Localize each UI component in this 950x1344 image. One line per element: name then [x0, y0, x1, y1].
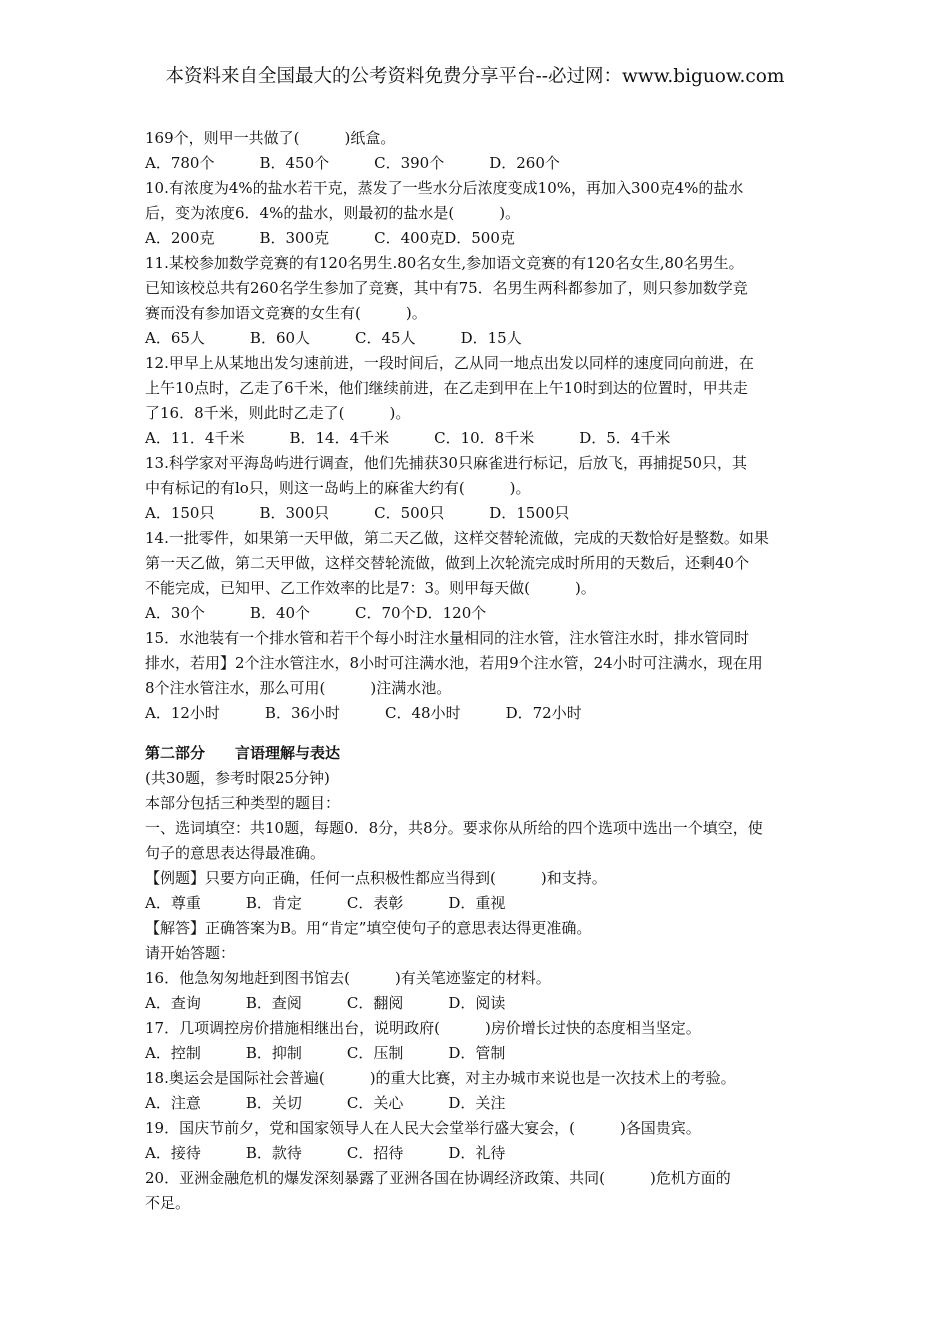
text-line: 不能完成，已知甲、乙工作效率的比是7：3。则甲每天做( )。: [145, 579, 596, 597]
text-line: 句子的意思表达得最准确。: [145, 844, 326, 862]
text-line: 排水，若用】2个注水管注水，8小时可注满水池，若用9个注水管，24小时可注满水，现在用: [145, 654, 763, 672]
text-line: A．尊重 B．肯定 C．表彰 D．重视: [145, 894, 506, 912]
text-line: 【例题】只要方向正确，任何一点积极性都应当得到( )和支持。: [145, 869, 607, 887]
text-line: 请开始答题：: [145, 944, 236, 962]
text-line: 18.奥运会是国际社会普遍( )的重大比赛，对主办城市来说也是一次技术上的考验。: [145, 1069, 736, 1087]
text-line: 12.甲早上从某地出发匀速前进，一段时间后，乙从同一地点出发以同样的速度同向前进，在: [145, 354, 754, 372]
text-line: 10.有浓度为4%的盐水若干克，蒸发了一些水分后浓度变成10%，再加入300克4%的盐水: [145, 179, 744, 197]
text-line: 13.科学家对平海岛屿进行调查，他们先捕获30只麻雀进行标记，后放飞，再捕捉50只，其: [145, 454, 748, 472]
text-line: (共30题，参考时限25分钟): [145, 769, 330, 787]
text-line: 11.某校参加数学竞赛的有120名男生.80名女生,参加语文竞赛的有120名女生,80名男生。: [145, 254, 744, 272]
text-line: 了16．8千米，则此时乙走了( )。: [145, 404, 411, 422]
text-line: 14.一批零件，如果第一天甲做，第二天乙做，这样交替轮流做，完成的天数恰好是整数。如果: [145, 529, 769, 547]
text-line: 赛而没有参加语文竞赛的女生有( )。: [145, 304, 427, 322]
section-title: [145, 741, 825, 766]
text-line: 17．几项调控房价措施相继出台，说明政府( )房价增长过快的态度相当坚定。: [145, 1019, 701, 1037]
text-line: 16．他急匆匆地赶到图书馆去( )有关笔迹鉴定的材料。: [145, 969, 551, 987]
document-body: [145, 126, 825, 1216]
text-line: 19．国庆节前夕，党和国家领导人在人民大会堂举行盛大宴会，( )各国贵宾。: [145, 1119, 701, 1137]
text-line: 8个注水管注水，那么可用( )注满水池。: [145, 679, 452, 697]
text-line: A．接待 B．款待 C．招待 D．礼待: [145, 1144, 506, 1162]
text-line: A．11．4千米 B．14．4千米 C．10．8千米 D．5．4千米: [145, 429, 671, 447]
text-line: A．780个 B．450个 C．390个 D．260个: [145, 154, 560, 172]
text-line: 不足。: [145, 1194, 191, 1212]
text-line: 20．亚洲金融危机的爆发深刻暴露了亚洲各国在协调经济政策、共同( )危机方面的: [145, 1169, 731, 1187]
text-line: 上午10点时，乙走了6千米，他们继续前进，在乙走到甲在上午10时到达的位置时，甲共走: [145, 379, 748, 397]
text-line: 一、选词填空：共10题，每题0．8分，共8分。要求你从所给的四个选项中选出一个填空，使: [145, 819, 763, 837]
part-two-verbal-questions: [145, 766, 825, 1216]
section-name: 言语理解与表达: [235, 744, 341, 762]
text-line: A．注意 B．关切 C．关心 D．关注: [145, 1094, 506, 1112]
text-line: 【解答】正确答案为B。用“肯定”填空使句子的意思表达得更准确。: [145, 919, 592, 937]
text-line: 第一天乙做，第二天甲做，这样交替轮流做，做到上次轮流完成时所用的天数后，还剩40个: [145, 554, 750, 572]
text-line: A．150只 B．300只 C．500只 D．1500只: [145, 504, 570, 522]
text-line: 15．水池装有一个排水管和若干个每小时注水量相同的注水管，注水管注水时，排水管同时: [145, 629, 750, 647]
text-line: A．控制 B．抑制 C．压制 D．管制: [145, 1044, 506, 1062]
text-line: 中有标记的有lo只，则这一岛屿上的麻雀大约有( )。: [145, 479, 531, 497]
text-line: A．65人 B．60人 C．45人 D．15人: [145, 329, 522, 347]
text-line: 后，变为浓度6．4%的盐水，则最初的盐水是( )。: [145, 204, 521, 222]
text-line: A．12小时 B．36小时 C．48小时 D．72小时: [145, 704, 582, 722]
section-number: 第二部分: [145, 744, 206, 762]
text-line: A．200克 B．300克 C．400克D．500克: [145, 229, 515, 247]
text-line: A．查询 B．查阅 C．翻阅 D．阅读: [145, 994, 506, 1012]
part-one-math-questions: [145, 126, 825, 726]
text-line: 169个，则甲一共做了( )纸盒。: [145, 129, 396, 147]
text-line: A．30个 B．40个 C．70个D．120个: [145, 604, 487, 622]
text-line: 已知该校总共有260名学生参加了竞赛，其中有75．名男生两科都参加了，则只参加数学竞: [145, 279, 748, 297]
text-line: 本部分包括三种类型的题目：: [145, 794, 341, 812]
page-header: 本资料来自全国最大的公考资料免费分享平台--必过网：www.biguow.com: [165, 66, 785, 87]
